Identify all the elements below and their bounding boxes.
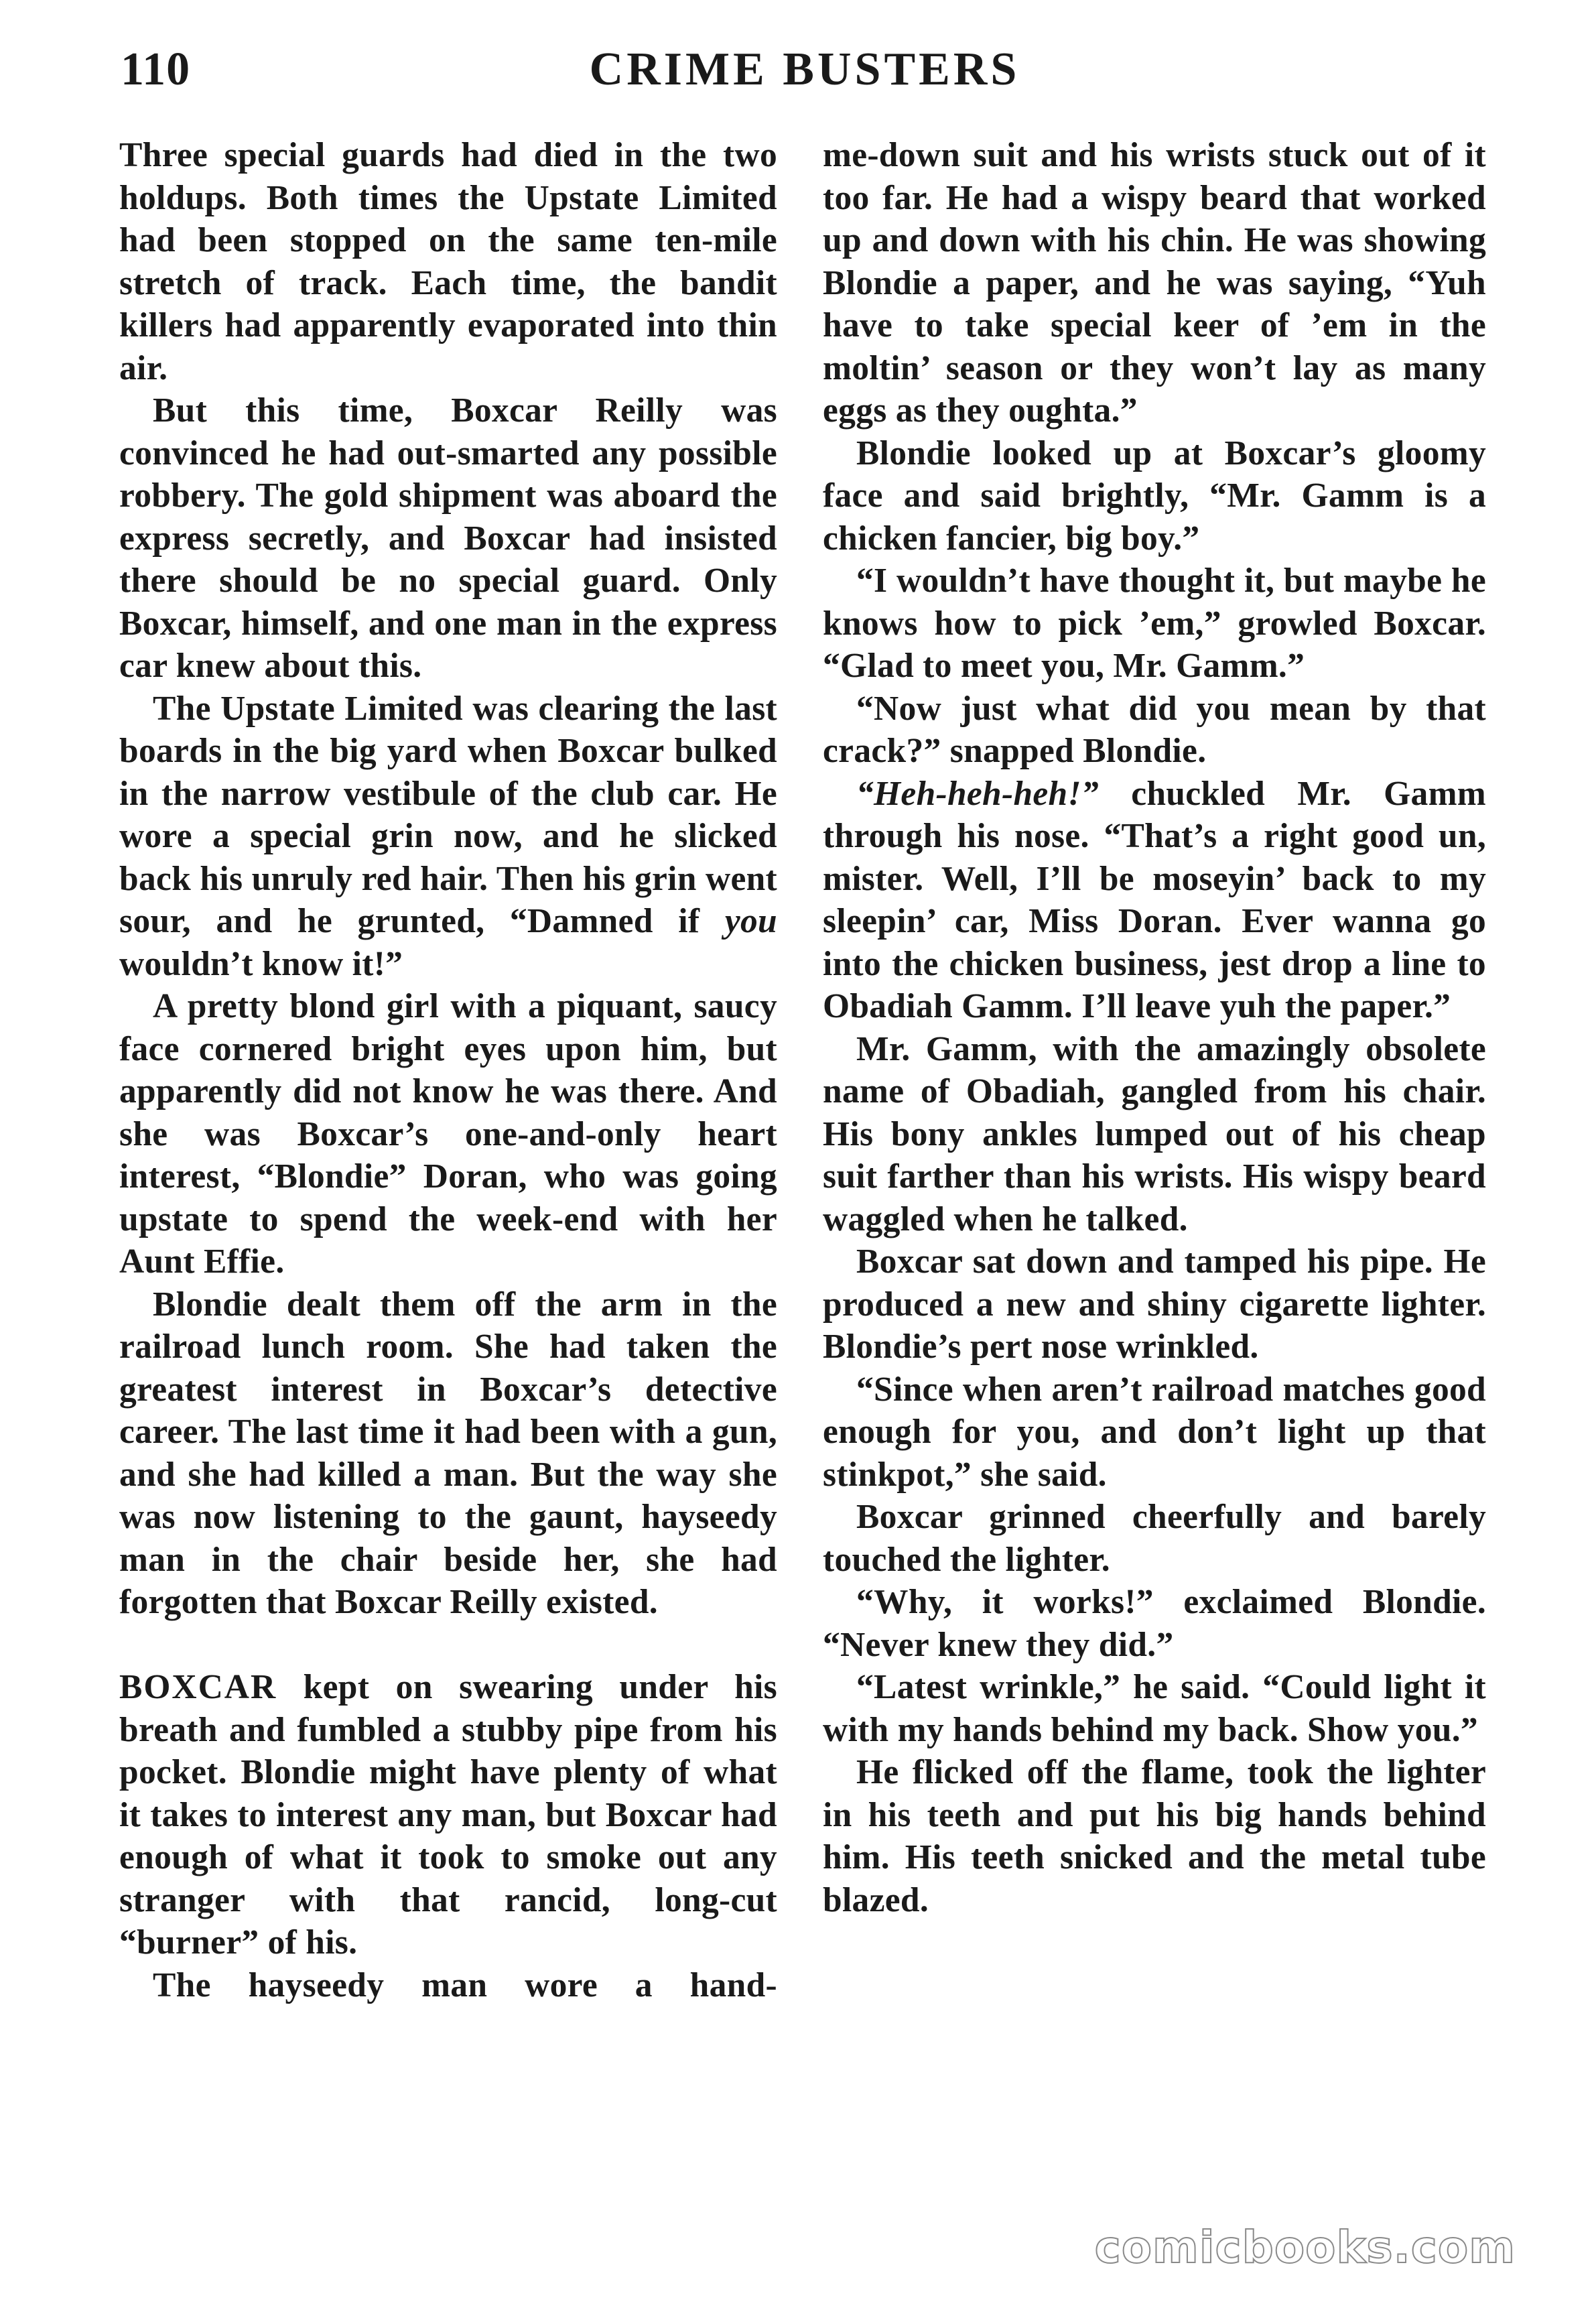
paragraph-text: chuckled Mr. Gamm through his nose. “That’s a right good un, mister. Well, I’ll be moseyin’ back to my sleepin’ car, Miss Doran. Ever wanna go into the chicken business, jest drop a line to Obadiah Gamm. I’ll leave yuh the paper.” <box>823 774 1486 1025</box>
paragraph: “Why, it works!” exclaimed Blondie. “Never knew they did.” <box>823 1583 1486 1664</box>
paragraph: “Latest wrinkle,” he said. “Could light it with my hands behind my back. Show you.” <box>823 1668 1486 1749</box>
paragraph: Blondie dealt them off the arm in the railroad lunch room. She had taken the greatest interest in Boxcar’s detective career. The last time it had been with a gun, and she had killed a man. But the way she was now listening to the gaunt, hayseedy man in the chair beside her, she had forgotten that Boxcar Reilly existed. <box>119 1285 777 1621</box>
paragraph: “Now just what did you mean by that crack?” snapped Blondie. <box>823 689 1486 770</box>
paragraph-text: wouldn’t know it!” <box>119 944 403 983</box>
section-paragraph <box>119 1666 777 1964</box>
paragraph: Boxcar sat down and tamped his pipe. He produced a new and shiny cigarette lighter. Blondie’s pert nose wrinkled. <box>823 1242 1486 1366</box>
paragraph: Three special guards had died in the two holdups. Both times the Upstate Limited had been stopped on the same ten-mile stretch of track. Each time, the bandit killers had apparently evaporated into thin air. <box>119 136 777 387</box>
paragraph: He flicked off the flame, took the lighter in his teeth and put his big hands behind him. His teeth snicked and the metal tube blazed. <box>823 1753 1486 1919</box>
section-lead-word: BOXCAR <box>119 1668 277 1706</box>
emphasis-text: you <box>724 902 777 940</box>
right-column <box>823 134 1486 1921</box>
paragraph: Mr. Gamm, with the amazingly obsolete name of Obadiah, gangled from his chair. His bony ankles lumped out of his cheap suit farther than his wrists. His wispy beard waggled when he talked. <box>823 1029 1486 1238</box>
page-header <box>121 35 1489 109</box>
paragraph: me-down suit and his wrists stuck out of it too far. He had a wispy beard that worked up and down with his chin. He was showing Blondie a paper, and he was saying, “Yuh have to take special keer of ’em in the moltin’ season or they won’t lay as many eggs as they oughta.” <box>823 136 1486 430</box>
left-column <box>119 134 777 2006</box>
emphasis-text: “Heh-heh-heh!” <box>856 774 1099 813</box>
paragraph: Blondie looked up at Boxcar’s gloomy face and said brightly, “Mr. Gamm is a chicken fancier, big boy.” <box>823 434 1486 558</box>
paragraph: But this time, Boxcar Reilly was convinced he had out-smarted any possible robbery. The gold shipment was aboard the express secretly, and Boxcar had insisted there should be no special guard. Only Boxcar, himself, and one man in the express car knew about this. <box>119 391 777 685</box>
page-number: 110 <box>121 44 191 95</box>
paragraph: The hayseedy man wore a hand- <box>153 1966 777 2004</box>
paragraph <box>119 688 777 986</box>
paragraph: A pretty blond girl with a piquant, saucy face cornered bright eyes upon him, but apparently did not know he was there. And she was Boxcar’s one-and-only heart interest, “Blondie” Doran, who was going upstate to spend the week-end with her Aunt Effie. <box>119 987 777 1281</box>
paragraph <box>823 773 1486 1028</box>
paragraph: “Since when aren’t railroad matches good enough for you, and don’t light up that stinkpot,” she said. <box>823 1370 1486 1494</box>
running-title: CRIME BUSTERS <box>589 44 1020 95</box>
paragraph-text: kept on swearing under his breath and fumbled a stubby pipe from his pocket. Blondie might have plenty of what it takes to interest any man, but Boxcar had enough of what it took to smoke out any stranger with that rancid, long-cut “burner” of his. <box>119 1668 777 1962</box>
watermark: comicbooks.com <box>1094 2222 1516 2273</box>
paragraph-text: The Upstate Limited was clearing the last boards in the big yard when Boxcar bulked in the narrow vestibule of the club car. He wore a special grin now, and he slicked back his unruly red hair. Then his grin went sour, and he grunted, “Damned if <box>119 689 777 940</box>
paragraph: “I wouldn’t have thought it, but maybe he knows how to pick ’em,” growled Boxcar. “Glad to meet you, Mr. Gamm.” <box>823 562 1486 685</box>
paragraph: Boxcar grinned cheerfully and barely touched the lighter. <box>823 1498 1486 1579</box>
